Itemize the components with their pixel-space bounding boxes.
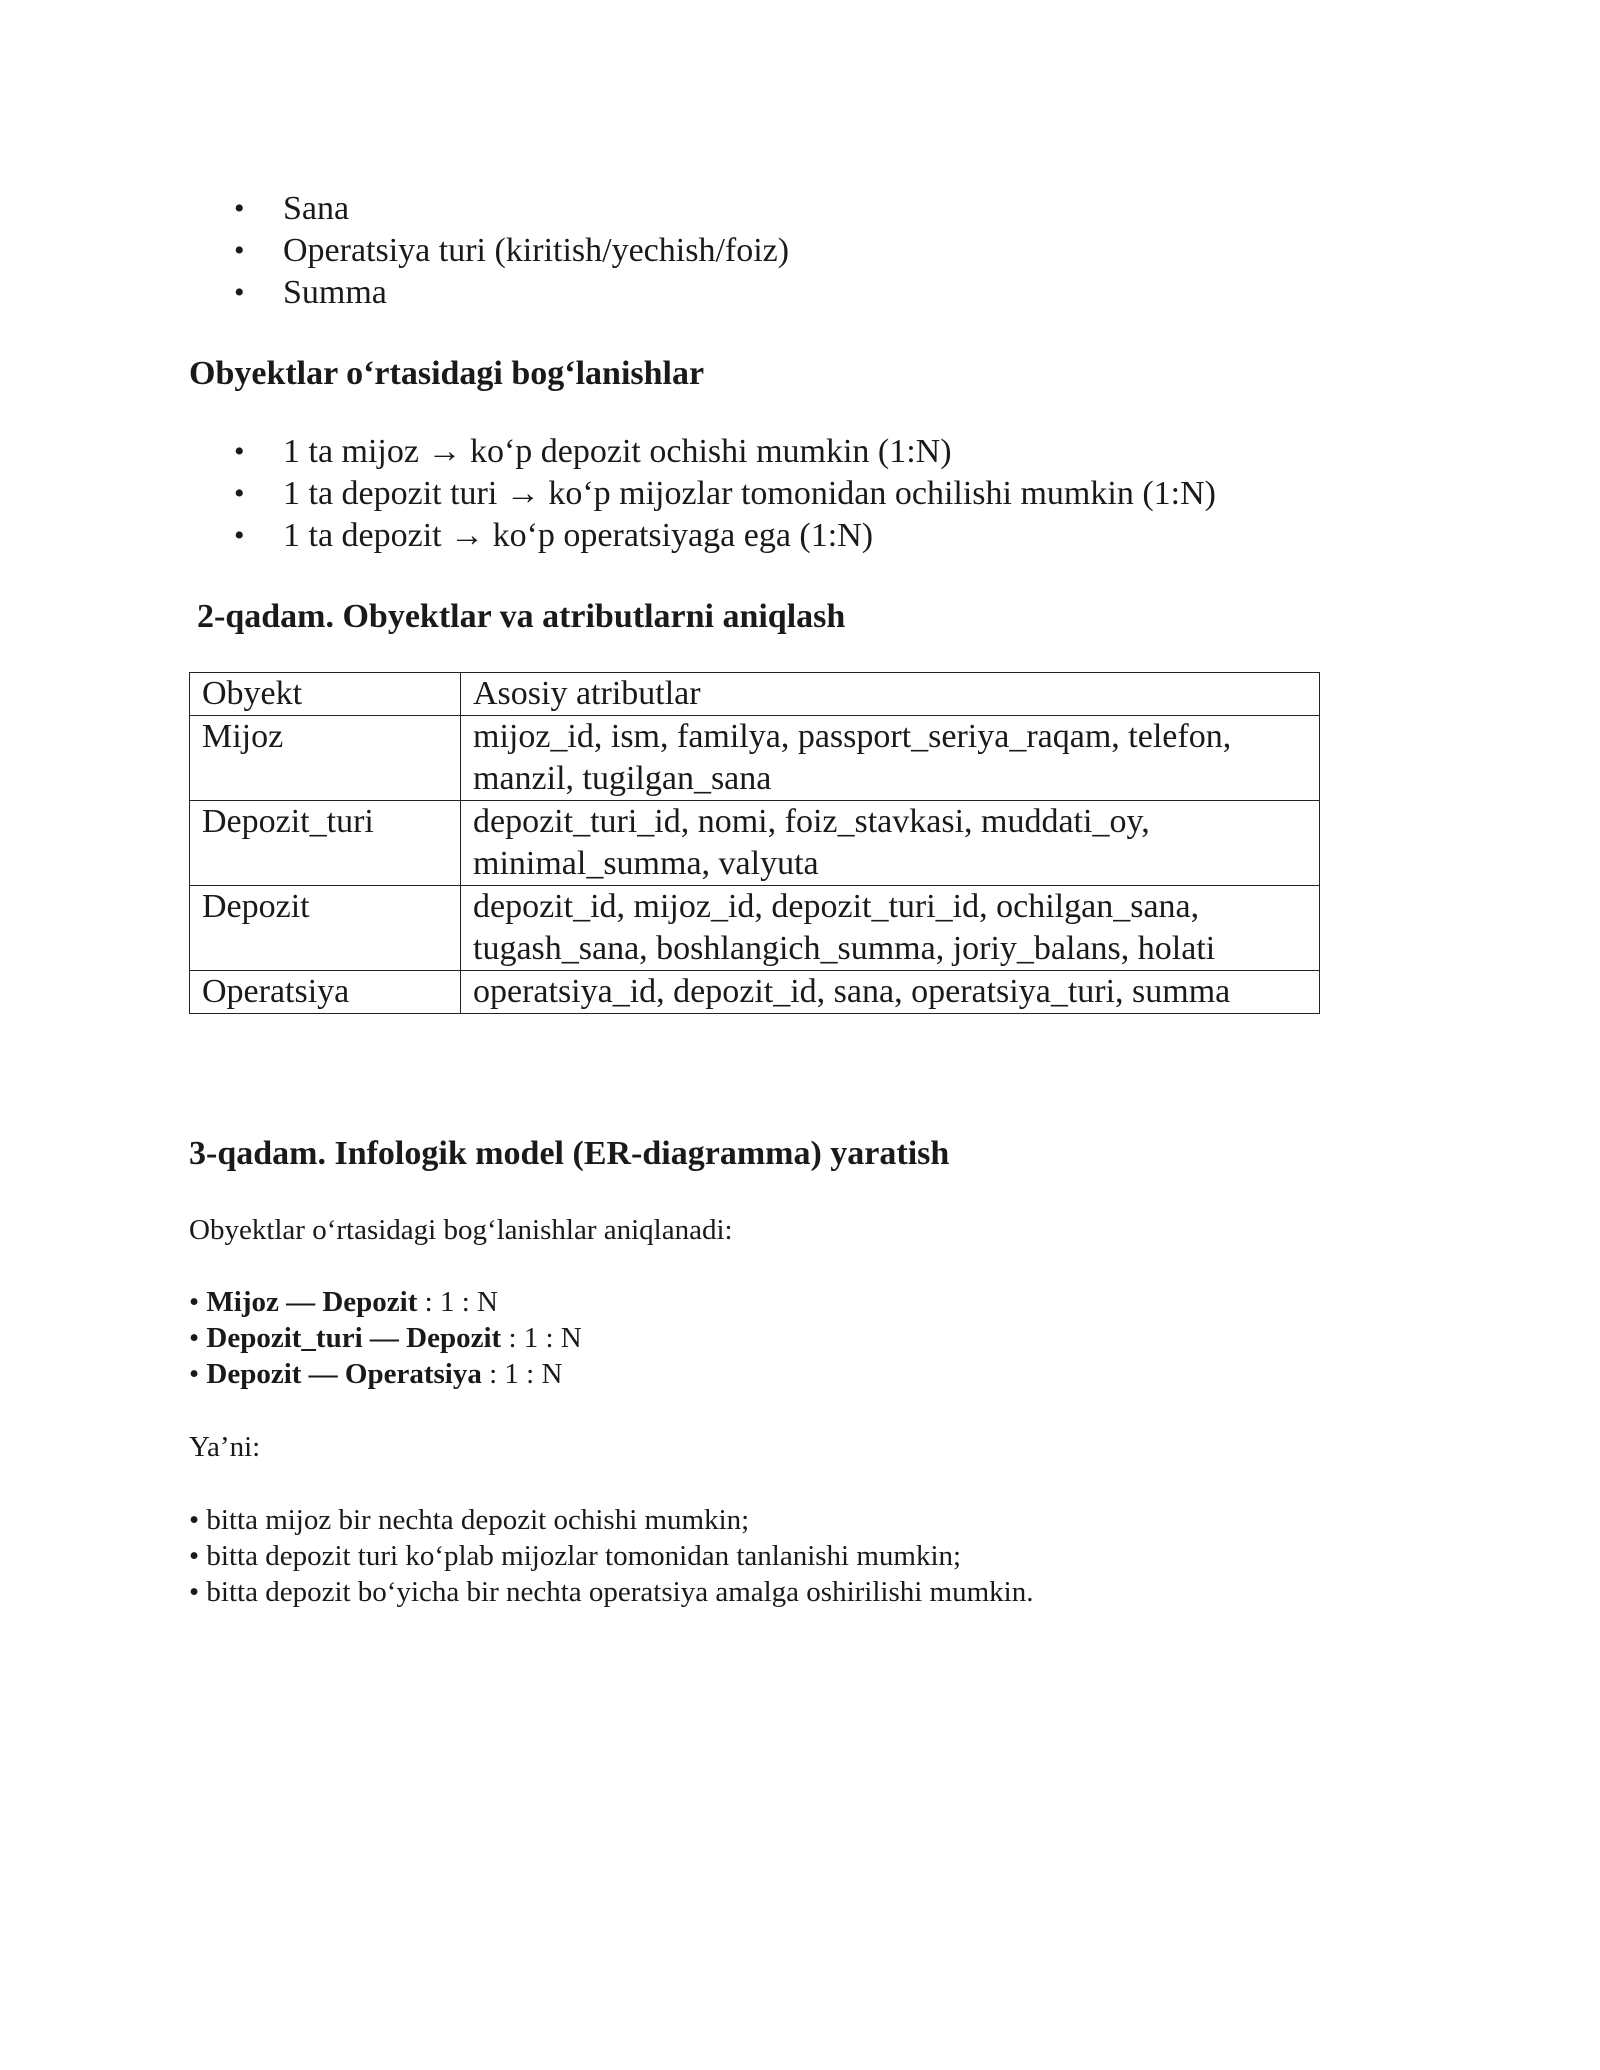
table-row [190, 716, 1320, 801]
list-item: • bitta depozit bo‘yicha bir nechta operatsiya amalga oshirilishi mumkin. [189, 1576, 1034, 1608]
table-cell-object: Mijoz [190, 716, 461, 801]
table-header-row [190, 673, 1320, 716]
list-item: • Mijoz — Depozit : 1 : N [189, 1286, 498, 1318]
table-cell-object: Depozit_turi [190, 801, 461, 886]
explanations-list [189, 1502, 1033, 1610]
table-cell-attrs: operatsiya_id, depozit_id, sana, operatsiya_turi, summa [461, 971, 1320, 1014]
attributes-table [189, 672, 1320, 1014]
list-item: • Depozit_turi — Depozit : 1 : N [189, 1322, 582, 1354]
table-row [190, 801, 1320, 886]
list-item: • bitta mijoz bir nechta depozit ochishi mumkin; [189, 1504, 750, 1536]
table-row [190, 971, 1320, 1014]
table-header-cell: Obyekt [190, 673, 461, 716]
step3-heading: 3-qadam. Infologik model (ER-diagramma) yaratish [189, 1135, 950, 1172]
table-header-cell: Asosiy atributlar [461, 673, 1320, 716]
list-item: • bitta depozit turi ko‘plab mijozlar tomonidan tanlanishi mumkin; [189, 1540, 962, 1572]
er-relations-list [189, 1284, 582, 1392]
step3-intro: Obyektlar o‘rtasidagi bog‘lanishlar aniqlanadi: [189, 1214, 733, 1246]
document-page: • Sana • Operatsiya turi (kiritish/yechish/foiz) • Summa Obyektlar o‘rtasidagi bog‘lanishlar • 1 ta mijoz → ko‘p depozit ochishi mumkin (1:N) • 1 ta depozit turi → ko‘p mijozlar tomonidan ochilishi mumkin (1:N) • 1 ta depozit → ko‘p operatsiyaga ega (1:N) 2-qadam. Obyektlar va atributlarni aniqlash Obyekt Asosiy atributlar Mijoz mijoz_id, ism, familya, passport_seriya_raqam, telefon, manzil, tugilgan_sana Depozit_turi depozit_turi_id, nomi, foiz_stavkasi, muddati_oy, minimal_summa, valyuta Depozit depozit_id, mijoz_id, depozit_turi_id, ochilgan_sana, tugash_sana, boshlangich_summa, joriy_balans, holati Operatsiya operatsiya_id, depozit_id, sana, operatsiya_turi, summa 3-qadam. Infologik model (ER-diagramma) yaratish Obyektlar o‘rtasidagi bog‘lanishlar aniqlanadi: • Mijoz — Depozit : 1 : N • Depozit_turi — Depozit : 1 : N • Depozit — Operatsiya : 1 : N Ya’ni: • bitta mijoz bir nechta depozit ochishi mumkin; • bitta depozit turi ko‘plab mijozlar tomonidan tanlanishi mumkin; • bitta depozit bo‘yicha bir nechta operatsiya amalga oshirilishi mumkin. [0, 0, 1600, 2070]
yani-label: Ya’ni: [189, 1431, 261, 1463]
table-cell-attrs: depozit_turi_id, nomi, foiz_stavkasi, muddati_oy, minimal_summa, valyuta [461, 801, 1320, 886]
table-cell-attrs: depozit_id, mijoz_id, depozit_turi_id, ochilgan_sana, tugash_sana, boshlangich_summa, joriy_balans, holati [461, 886, 1320, 971]
table-cell-object: Operatsiya [190, 971, 461, 1014]
relations-heading: Obyektlar o‘rtasidagi bog‘lanishlar [189, 355, 705, 392]
table-cell-attrs: mijoz_id, ism, familya, passport_seriya_raqam, telefon, manzil, tugilgan_sana [461, 716, 1320, 801]
list-item: • Depozit — Operatsiya : 1 : N [189, 1358, 563, 1390]
step2-heading: 2-qadam. Obyektlar va atributlarni aniqlash [197, 598, 846, 635]
table-row [190, 886, 1320, 971]
table-cell-object: Depozit [190, 886, 461, 971]
